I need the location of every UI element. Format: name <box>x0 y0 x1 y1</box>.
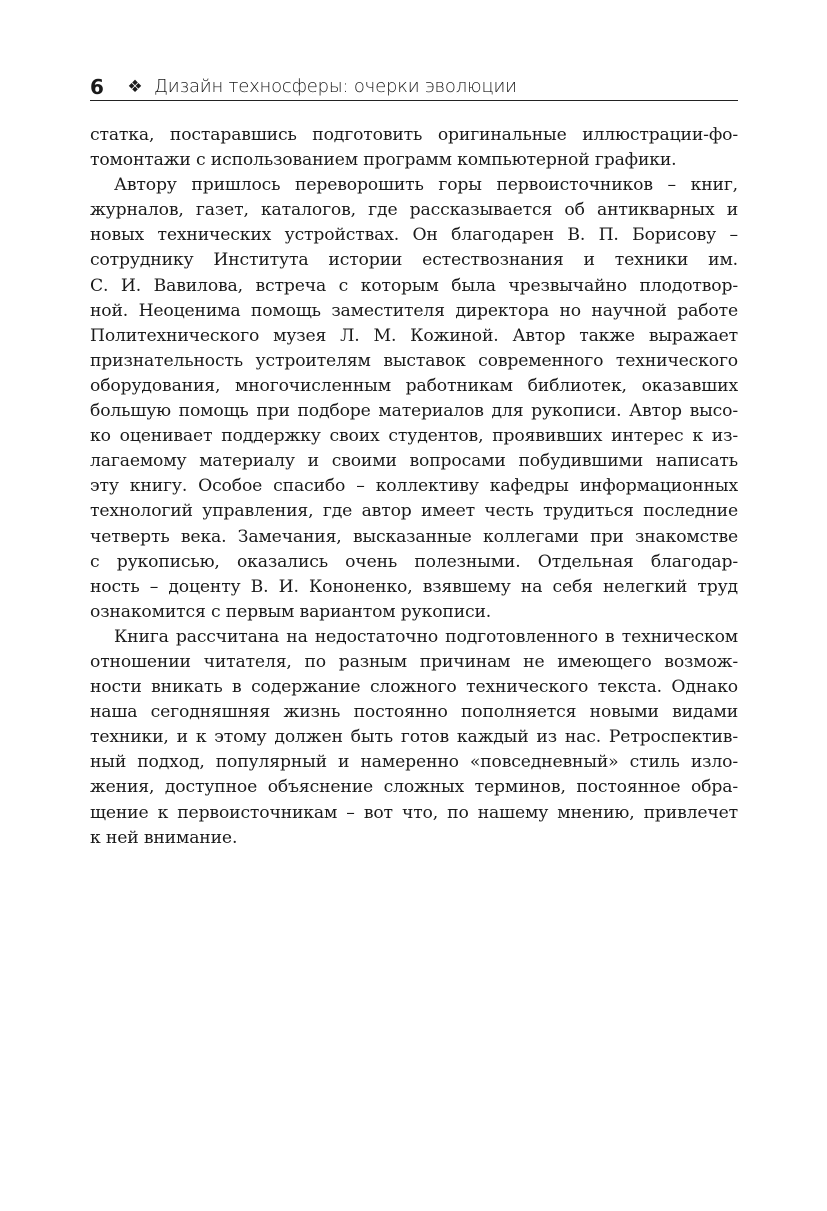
text-line: ный подход, популярный и намеренно «повседневный» стиль изло- <box>90 752 738 773</box>
text-line: журналов, газет, каталогов, где рассказывается об антикварных и <box>90 200 738 221</box>
paragraph-1 <box>90 123 738 173</box>
running-head <box>90 73 738 101</box>
text-line: щение к первоисточникам – вот что, по нашему мнению, привлечет <box>90 802 738 823</box>
body-text <box>90 123 738 851</box>
text-line: ности вникать в содержание сложного технического текста. Однако <box>90 677 738 698</box>
text-line: ность – доценту В. И. Кононенко, взявшему на себя нелегкий труд <box>90 576 738 597</box>
text-line: Автору пришлось переворошить горы первоисточников – книг, <box>114 175 738 196</box>
text-line: томонтажи с использованием программ компьютерной графики. <box>90 150 677 171</box>
text-line: ко оценивает поддержку своих студентов, проявивших интерес к из- <box>90 426 738 447</box>
text-line: сотруднику Института истории естествознания и техники им. <box>90 250 738 271</box>
text-line: С. И. Вавилова, встреча с которым была чрезвычайно плодотвор- <box>90 275 738 296</box>
text-line: статка, постаравшись подготовить оригинальные иллюстрации-фо- <box>90 125 738 145</box>
page-number: 6 <box>90 75 104 99</box>
text-line: отношении читателя, по разным причинам не имеющего возмож- <box>90 651 738 672</box>
text-line: Политехнического музея Л. М. Кожиной. Автор также выражает <box>90 325 738 346</box>
text-line: ознакомится с первым вариантом рукописи. <box>90 601 492 622</box>
text-line: ной. Неоценима помощь заместителя директора но научной работе <box>90 300 738 321</box>
text-line: большую помощь при подборе материалов для рукописи. Автор высо- <box>90 401 738 422</box>
text-line: эту книгу. Особое спасибо – коллективу кафедры информационных <box>90 476 738 497</box>
text-line: технологий управления, где автор имеет честь трудиться последние <box>90 501 738 522</box>
text-line: жения, доступное объяснение сложных терминов, постоянное обра- <box>90 777 738 798</box>
text-line: техники, и к этому должен быть готов каждый из нас. Ретроспектив- <box>90 727 738 748</box>
text-line: лагаемому материалу и своими вопросами побудившими написать <box>90 451 738 472</box>
text-line: наша сегодняшняя жизнь постоянно пополняется новыми видами <box>90 702 738 723</box>
ornament-icon: ❖ <box>127 77 143 97</box>
text-line: Книга рассчитана на недостаточно подготовленного в техническом <box>114 626 738 647</box>
text-line: с рукописью, оказались очень полезными. Отдельная благодар- <box>90 551 738 572</box>
paragraph-3 <box>90 625 738 851</box>
text-line: признательность устроителям выставок современного технического <box>90 350 738 371</box>
text-line: новых технических устройствах. Он благодарен В. П. Борисову – <box>90 225 738 246</box>
text-line: оборудования, многочисленным работникам библиотек, оказавших <box>90 375 738 396</box>
paragraph-2 <box>90 173 738 625</box>
text-line: четверть века. Замечания, высказанные коллегами при знакомстве <box>90 526 738 547</box>
running-title: Дизайн техносферы: очерки эволюции <box>154 76 517 97</box>
text-line: к ней внимание. <box>90 827 238 848</box>
